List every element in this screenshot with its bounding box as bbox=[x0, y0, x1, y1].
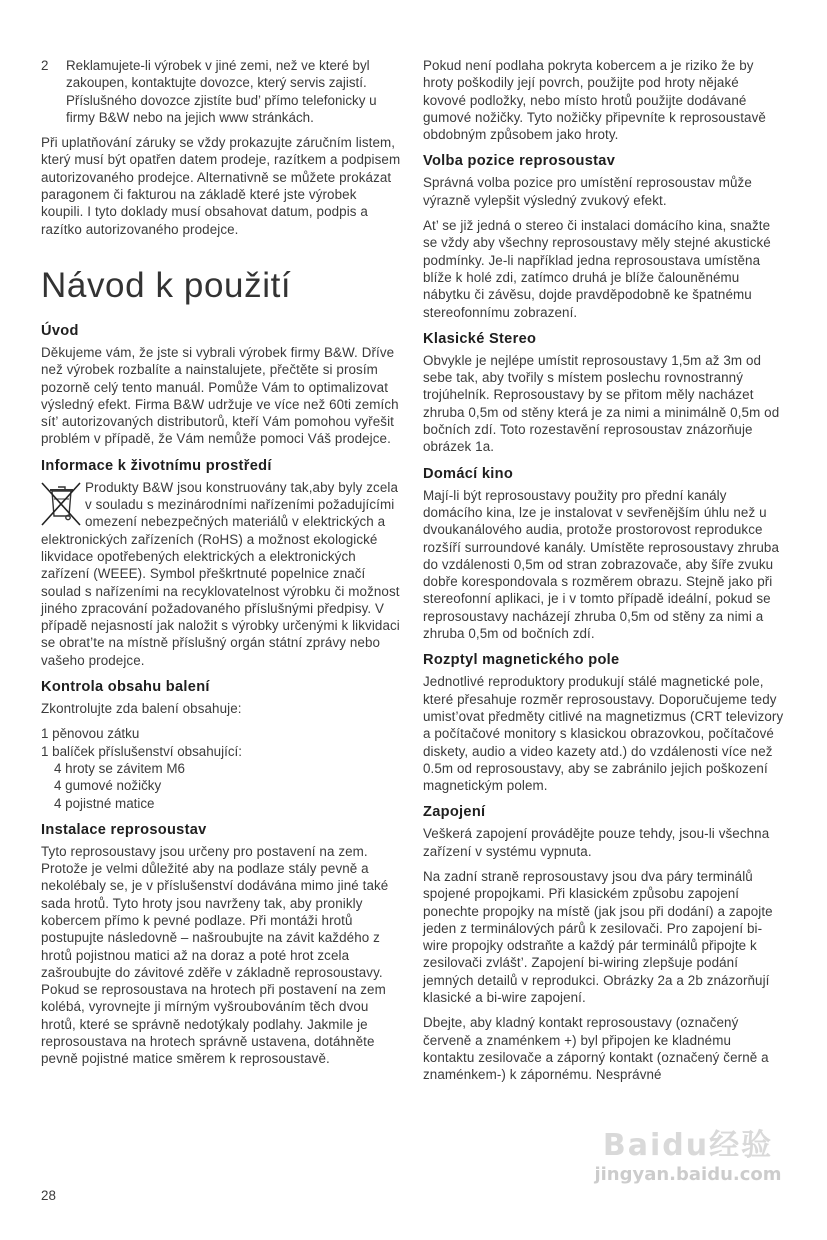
right-column bbox=[423, 57, 785, 1092]
connection-text-1: Veškerá zapojení provádějte pouze tehdy, jsou-li všechna zařízení v systému vypnuta. bbox=[423, 826, 770, 859]
heading-connection: Zapojení bbox=[423, 804, 486, 821]
magnetic-field-text: Jednotlivé reproduktory produkují stálé magnetické pole, které přesahuje rozměr reprosoustavy. Doporučujeme tedy umist’ovat předměty citlivé na magnetizmus (CRT televizory a počítačové monitory s klasickou obrazovkou, počítačové diskety, audio a video kazety atd.) do vzdálenosti více než 0.5m od reprosoustavy, aby se zabránilo jejich poškození magnetickým polem. bbox=[423, 674, 784, 794]
heading-magnetic-field: Rozptyl magnetického pole bbox=[423, 652, 620, 669]
installation-text: Tyto reprosoustavy jsou určeny pro postavení na zem. Protože je velmi důležité aby na podlaze stály pevně a nekolébaly se, je v příslušenství dodávána mimo jiné také sada hrotů. Tyto hroty jsou navrženy tak, aby pronikly kobercem přímo k pevné podlaze. Při montáži hrotů postupujte následovně – našroubujte na závit každého z hrotů pojistnou matici až na doraz a poté hrot zcela zašroubujte do závitové zděře v základně reprosoustavy. Pokud se reprosoustava na hrotech při postavení na zem kolébá, vyrovnejte ji mírným vyšroubováním těch dvou hrotů, které se správně nedotýkaly podlahy. Jakmile je reprosoustava na hrotech správně ustavena, dotáhněte pevně pojistné matice směrem k reprosoustavě. bbox=[41, 843, 389, 1067]
watermark bbox=[588, 1128, 788, 1218]
watermark-logo: Baidu经验 bbox=[602, 1128, 774, 1163]
left-column bbox=[41, 57, 401, 1076]
list-item: 1 pěnovou zátku bbox=[41, 726, 140, 742]
heading-installation: Instalace reprosoustav bbox=[41, 821, 207, 838]
intro-text: Děkujeme vám, že jste si vybrali výrobek firmy B&W. Dříve než výrobek rozbalíte a nainstalujete, přečtěte si prosím pozorně celý tento manuál. Pomůže Vám to optimalizovat výsledný efekt. Firma B&W udržuje ve více než 60ti zemích sít’ autorizovaných distributorů, kteří Vám pomohou vyřešit problém v případě, že Vám nemůže pomoci Váš prodejce. bbox=[41, 344, 399, 447]
connection-text-2: Na zadní straně reprosoustavy jsou dva páry terminálů spojené propojkami. Při klasickém způsobu zapojení ponechte propojky na místě (jak jsou při dodání) a zapojte jeden z terminálových párů k zesilovači. Pro zapojení bi-wire propojky odstraňte a každý pár terminálů připojte k zesilovači zvlášt’. Zapojení bi-wiring zlepšuje podání jemných detailů v reprodukci. Obrázky 2a a 2b znázorňují klasické a bi-wire zapojení. bbox=[423, 868, 773, 1006]
numbered-item bbox=[41, 57, 401, 126]
environment-text: Produkty B&W jsou konstruovány tak,aby byly zcela v souladu s mezinárodními nařízeními požadujícími omezení nebezpečných materiálů v elektrických a elektronických zařízeních (RoHS) a možnost ekologické likvidace opotřebených elektrických a elektronických zařízení (WEEE). Symbol přeškrtnuté popelnice značí soulad s nařízeními na recyklovatelnost výrobku či možnost jiného zpracování požadovaného příslušnými předpisy. V případě nejasností jak naložit s výrobky určenými k likvidaci se obrat’te na místně příslušný orgán státní zprávy nebo vašeho prodejce. bbox=[41, 479, 400, 668]
warranty-paragraph: Při uplatňování záruky se vždy prokazujte záručním listem, který musí být opatřen datem prodeje, razítkem a podpisem autorizovaného prodejce. Alternativně se můžete prokázat paragonem či fakturou na základě které jste výrobek koupili. I tyto doklady musí obsahovat datum, podpis a razítko autorizovaného prodejce. bbox=[41, 135, 401, 237]
list-sub-item: 4 pojistné matice bbox=[54, 795, 155, 811]
positioning-text-2: At’ se již jedná o stereo či instalaci domácího kina, snažte se vždy aby všechny reprosoustavy měly stejné akustické podmínky. Je-li například jedna reprosoustava umístěna blíže k holé zdi, zatímco druhá je blíže čalouněnému nábytku či závěsu, dojde pravděpodobně ke špatnému stereofonnímu zobrazení. bbox=[423, 218, 771, 320]
package-intro: Zkontrolujte zda balení obsahuje: bbox=[41, 701, 242, 717]
list-sub-item: 4 gumové nožičky bbox=[54, 778, 162, 794]
heading-environment: Informace k životnímu prostředí bbox=[41, 457, 272, 474]
list-sub-item: 4 hroty se závitem M6 bbox=[54, 760, 185, 776]
package-contents-list bbox=[41, 725, 401, 811]
crossed-out-wheelie-bin-icon bbox=[38, 479, 84, 529]
heading-home-cinema: Domácí kino bbox=[423, 465, 514, 482]
home-cinema-text: Mají-li být reprosoustavy použity pro přední kanály domácího kina, lze je instalovat v sevřenějším úhlu než u dvoukanálového audia, protože prostorovost reprodukce rozšíří surroundové kanály. Umístěte reprosoustavy zhruba do vzdálenosti 0,5m od stran zobrazovače, aby šíře zvuku dobře korespondovala s rozměrem obrazu. Stejně jako při stereofonní aplikaci, je i v tomto případě ideální, pokud se reprosoustavy nacházejí zhruba 0,5m od stěny za nimi a zhruba 0,5m od bočních zdí. bbox=[423, 487, 779, 642]
page-number: 28 bbox=[41, 1188, 56, 1203]
heading-classic-stereo: Klasické Stereo bbox=[423, 330, 537, 347]
environment-block bbox=[41, 479, 401, 669]
heading-package-contents: Kontrola obsahu balení bbox=[41, 679, 210, 696]
page-title: Návod k použití bbox=[41, 265, 292, 305]
list-item: 1 balíček příslušenství obsahující: bbox=[41, 743, 242, 759]
item-number: 2 bbox=[41, 58, 49, 73]
watermark-url: jingyan.baidu.com bbox=[594, 1164, 782, 1185]
floor-paragraph: Pokud není podlaha pokryta kobercem a je riziko že by hroty poškodily její povrch, použijte pod hroty nějaké kovové podložky, nebo místo hrotů použijte dodávané gumové nožičky. Tyto nožičky připevníte k reprosoustavě obdobným způsobem jako hroty. bbox=[423, 58, 766, 143]
classic-stereo-text: Obvykle je nejlépe umístit reprosoustavy 1,5m až 3m od sebe tak, aby tvořily s místem poslechu rovnostranný trojúhelník. Reprosoustavy by se přitom měly nacházet zhruba 0,5m od stěny která je za nimi a minimálně 0,5m od bočních zdí. Toto rozestavění reprosoustav znázorňuje obrázek 1a. bbox=[423, 352, 780, 455]
item-text: Reklamujete-li výrobek v jiné zemi, než ve které byl zakoupen, kontaktujte dovozce, který servis zajistí. Příslušného dovozce zjistíte bud’ přímo telefonicky u firmy B&W nebo na jejich www stránkách. bbox=[66, 58, 377, 125]
heading-intro: Úvod bbox=[41, 322, 79, 339]
connection-text-3: Dbejte, aby kladný kontakt reprosoustavy (označený červeně a znaménkem +) byl připojen ke kladnému kontaktu zesilovače a záporný kontakt (označený černě a znaménkem-) k zápornému. Nesprávné bbox=[423, 1015, 769, 1083]
positioning-text-1: Správná volba pozice pro umístění reprosoustav může výrazně vylepšit výsledný zvukový efekt. bbox=[423, 175, 752, 208]
heading-positioning: Volba pozice reprosoustav bbox=[423, 153, 616, 170]
